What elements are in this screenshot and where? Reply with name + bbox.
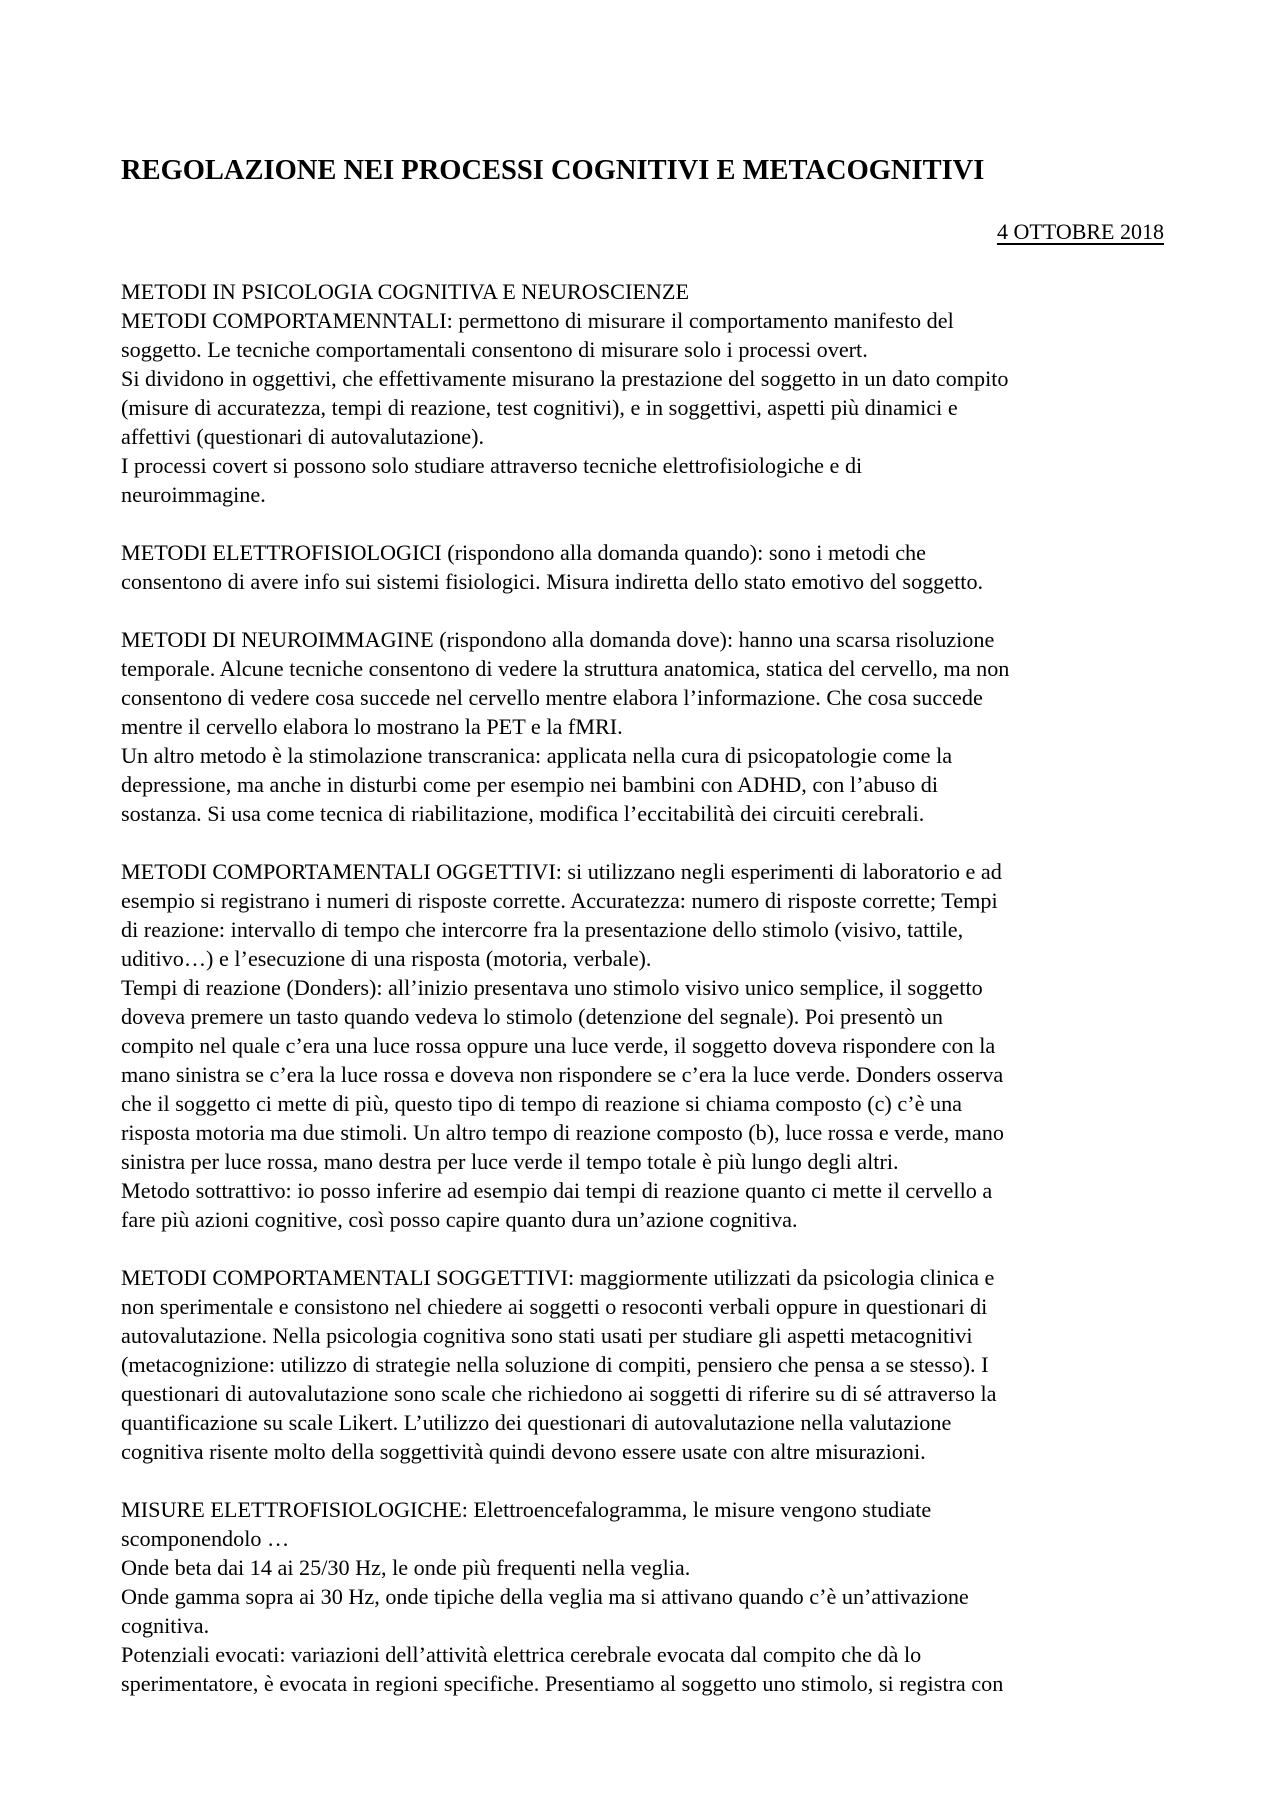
text-line: cognitiva. bbox=[121, 1613, 210, 1638]
text-line: METODI COMPORTAMENTALI OGGETTIVI: si utilizzano negli esperimenti di laboratorio e ad bbox=[121, 859, 1002, 884]
text-line: METODI COMPORTAMENNTALI: permettono di misurare il comportamento manifesto del bbox=[121, 308, 954, 333]
text-line: cognitiva risente molto della soggettività quindi devono essere usate con altre misurazioni. bbox=[121, 1439, 926, 1464]
text-line: consentono di vedere cosa succede nel cervello mentre elabora l’informazione. Che cosa succede bbox=[121, 685, 983, 710]
text-line: neuroimmagine. bbox=[121, 482, 266, 507]
text-line: Un altro metodo è la stimolazione transcranica: applicata nella cura di psicopatologie come la bbox=[121, 743, 953, 768]
paragraph-gap bbox=[121, 1234, 1169, 1263]
text-line: (metacognizione: utilizzo di strategie nella soluzione di compiti, pensiero che pensa a se stesso). I bbox=[121, 1352, 989, 1377]
document-body bbox=[121, 277, 1169, 1698]
text-line: I processi covert si possono solo studiare attraverso tecniche elettrofisiologiche e di bbox=[121, 453, 863, 478]
text-line: METODI COMPORTAMENTALI SOGGETTIVI: maggiormente utilizzati da psicologia clinica e bbox=[121, 1265, 995, 1290]
text-line: Onde beta dai 14 ai 25/30 Hz, le onde più frequenti nella veglia. bbox=[121, 1555, 691, 1580]
document-date: 4 OTTOBRE 2018 bbox=[996, 219, 1164, 244]
text-line: uditivo…) e l’esecuzione di una risposta (motoria, verbale). bbox=[121, 946, 652, 971]
text-line: scomponendolo … bbox=[121, 1526, 290, 1551]
document-title: REGOLAZIONE NEI PROCESSI COGNITIVI E METACOGNITIVI bbox=[121, 155, 985, 186]
text-line: questionari di autovalutazione sono scale che richiedono ai soggetti di riferire su di sé attraverso la bbox=[121, 1381, 997, 1406]
text-line: che il soggetto ci mette di più, questo tipo di tempo di reazione si chiama composto (c) c’è una bbox=[121, 1091, 963, 1116]
text-line: METODI ELETTROFISIOLOGICI (rispondono alla domanda quando): sono i metodi che bbox=[121, 540, 926, 565]
text-line: risposta motoria ma due stimoli. Un altro tempo di reazione composto (b), luce rossa e verde, mano bbox=[121, 1120, 1004, 1145]
text-line: autovalutazione. Nella psicologia cognitiva sono stati usati per studiare gli aspetti metacognitivi bbox=[121, 1323, 973, 1348]
text-line: sinistra per luce rossa, mano destra per luce verde il tempo totale è più lungo degli altri. bbox=[121, 1149, 899, 1174]
text-line: Si dividono in oggettivi, che effettivamente misurano la prestazione del soggetto in un dato compito bbox=[121, 366, 1009, 391]
text-line: di reazione: intervallo di tempo che intercorre fra la presentazione dello stimolo (visivo, tattile, bbox=[121, 917, 964, 942]
text-line: consentono di avere info sui sistemi fisiologici. Misura indiretta dello stato emotivo del soggetto. bbox=[121, 569, 984, 594]
text-line: mano sinistra se c’era la luce rossa e doveva non rispondere se c’era la luce verde. Donders osserva bbox=[121, 1062, 1004, 1087]
text-line: fare più azioni cognitive, così posso capire quanto dura un’azione cognitiva. bbox=[121, 1207, 798, 1232]
text-line: Tempi di reazione (Donders): all’inizio presentava uno stimolo visivo unico semplice, il soggetto bbox=[121, 975, 983, 1000]
paragraph-gap bbox=[121, 828, 1169, 857]
paragraph-gap bbox=[121, 1466, 1169, 1495]
text-line: (misure di accuratezza, tempi di reazione, test cognitivi), e in soggettivi, aspetti più dinamici e bbox=[121, 395, 958, 420]
text-line: Potenziali evocati: variazioni dell’attività elettrica cerebrale evocata dal compito che dà lo bbox=[121, 1642, 922, 1667]
text-line: soggetto. Le tecniche comportamentali consentono di misurare solo i processi overt. bbox=[121, 337, 868, 362]
text-line: quantificazione su scale Likert. L’utilizzo dei questionari di autovalutazione nella valutazione bbox=[121, 1410, 952, 1435]
text-line: Onde gamma sopra ai 30 Hz, onde tipiche della veglia ma si attivano quando c’è un’attivazione bbox=[121, 1584, 969, 1609]
text-line: depressione, ma anche in disturbi come per esempio nei bambini con ADHD, con l’abuso di bbox=[121, 772, 939, 797]
paragraph-gap bbox=[121, 509, 1169, 538]
text-line: MISURE ELETTROFISIOLOGICHE: Elettroencefalogramma, le misure vengono studiate bbox=[121, 1497, 932, 1522]
text-line: sostanza. Si usa come tecnica di riabilitazione, modifica l’eccitabilità dei circuiti cerebrali. bbox=[121, 801, 925, 826]
paragraph-gap bbox=[121, 596, 1169, 625]
text-line: esempio si registrano i numeri di risposte corrette. Accuratezza: numero di risposte corrette; Tempi bbox=[121, 888, 998, 913]
text-line: METODI DI NEUROIMMAGINE (rispondono alla domanda dove): hanno una scarsa risoluzione bbox=[121, 627, 995, 652]
text-line: affettivi (questionari di autovalutazione). bbox=[121, 424, 485, 449]
text-line: non sperimentale e consistono nel chiedere ai soggetti o resoconti verbali oppure in questionari di bbox=[121, 1294, 988, 1319]
text-line: METODI IN PSICOLOGIA COGNITIVA E NEUROSCIENZE bbox=[121, 279, 690, 304]
text-line: compito nel quale c’era una luce rossa oppure una luce verde, il soggetto doveva rispondere con la bbox=[121, 1033, 996, 1058]
text-line: sperimentatore, è evocata in regioni specifiche. Presentiamo al soggetto uno stimolo, si registra con bbox=[121, 1671, 1004, 1696]
text-line: mentre il cervello elabora lo mostrano la PET e la fMRI. bbox=[121, 714, 623, 739]
text-line: doveva premere un tasto quando vedeva lo stimolo (detenzione del segnale). Poi presentò un bbox=[121, 1004, 943, 1029]
text-line: Metodo sottrattivo: io posso inferire ad esempio dai tempi di reazione quanto ci mette il cervello a bbox=[121, 1178, 993, 1203]
text-line: temporale. Alcune tecniche consentono di vedere la struttura anatomica, statica del cervello, ma non bbox=[121, 656, 1010, 681]
